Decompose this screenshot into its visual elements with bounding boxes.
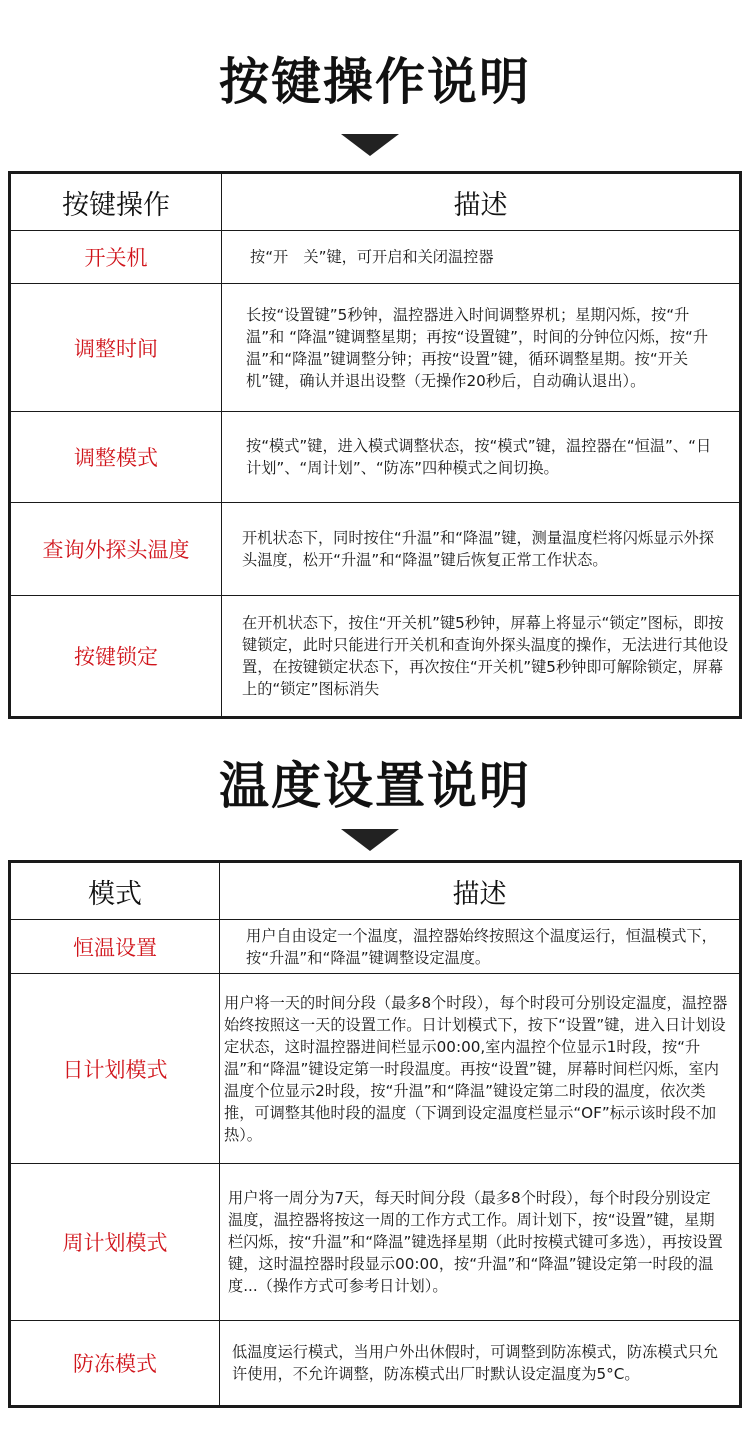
key-operations-table <box>8 171 742 719</box>
header-col-description: 描述 <box>222 173 741 231</box>
table-row <box>10 974 741 1164</box>
row-label-adjust-mode: 调整模式 <box>10 412 222 503</box>
row-label-adjust-time: 调整时间 <box>10 284 222 412</box>
row-desc-adjust-time: 长按“设置键”5秒钟，温控器进入时间调整界机；星期闪烁，按“升温”和 “降温”键调整星期；再按“设置键”，时间的分钟位闪烁，按“升温”和“降温”键调整分钟；再按“设置”键，循环调整星期。按“开关机”键，确认并退出设整（无操作20秒后，自动确认退出）。 <box>246 305 709 390</box>
header-col-description: 描述 <box>220 862 741 920</box>
row-desc-daily-plan: 用户将一天的时间分段（最多8个时段），每个时段可分别设定温度，温控器始终按照这一天的设置工作。日计划模式下，按下“设置”键，进入日计划设定状态，这时温控器进间栏显示00:00,室内温控个位显示1时段，按“升温”和“降温”键设定第一时段温度。再按“设置”键，屏幕时间栏闪烁，室内温度个位显示2时段，按“升温”和“降温”键设定第二时段的温度，依次类推，可调整其他时段的温度（下调到设定温度栏显示“OF”标示该时段不加热）。 <box>224 993 728 1144</box>
table-row <box>10 231 741 284</box>
table-header-row <box>10 862 741 920</box>
row-desc-weekly-plan: 用户将一周分为7天，每天时间分段（最多8个时段），每个时段分别设定温度，温控器将按这一周的工作方式工作。周计划下，按“设置”键，星期栏闪烁，按“升温”和“降温”键选择星期（此时按模式键可多选），再按设置键，这时温控器时段显示00:00，按“升温”和“降温”键设定第一时段的温度...（操作方式可参考日计划）。 <box>228 1189 723 1295</box>
temperature-settings-table <box>8 860 742 1408</box>
row-label-constant-temp: 恒温设置 <box>10 920 220 974</box>
table-row <box>10 1321 741 1407</box>
row-desc-adjust-mode: 按“模式”键，进入模式调整状态，按“模式”键，温控器在“恒温”、“日计划”、“周计划”、“防冻”四种模式之间切换。 <box>246 437 712 477</box>
section-title-temperature-settings: 温度设置说明 <box>219 757 531 815</box>
row-desc-antifreeze: 低温度运行模式，当用户外出休假时，可调整到防冻模式，防冻模式只允许使用，不允许调整，防冻模式出厂时默认设定温度为5°C。 <box>232 1343 718 1383</box>
down-arrow-icon <box>341 134 399 156</box>
table-row <box>10 596 741 718</box>
table-row <box>10 920 741 974</box>
row-desc-power: 按“开 关”键，可开启和关闭温控器 <box>250 248 494 266</box>
header-col-mode: 模式 <box>10 862 220 920</box>
row-label-power: 开关机 <box>10 231 222 284</box>
row-label-daily-plan: 日计划模式 <box>10 974 220 1164</box>
table-row <box>10 284 741 412</box>
table-row <box>10 503 741 596</box>
row-label-query-probe: 查询外探头温度 <box>10 503 222 596</box>
table-row <box>10 1164 741 1321</box>
row-desc-query-probe: 开机状态下，同时按住“升温”和“降温”键，测量温度栏将闪烁显示外探头温度，松开“升温”和“降温”键后恢复正常工作状态。 <box>242 529 714 569</box>
table-header-row <box>10 173 741 231</box>
table-row <box>10 412 741 503</box>
row-label-weekly-plan: 周计划模式 <box>10 1164 220 1321</box>
down-arrow-icon <box>341 829 399 851</box>
row-desc-key-lock: 在开机状态下，按住“开关机”键5秒钟，屏幕上将显示“锁定”图标，即按键锁定，此时只能进行开关机和查询外探头温度的操作，无法进行其他设置，在按键锁定状态下，再次按住“开关机”键5秒钟即可解除锁定，屏幕上的“锁定”图标消失 <box>242 614 728 698</box>
section-title-key-operations: 按键操作说明 <box>219 53 531 111</box>
row-label-key-lock: 按键锁定 <box>10 596 222 718</box>
row-desc-constant-temp: 用户自由设定一个温度，温控器始终按照这个温度运行，恒温模式下，按“升温”和“降温”键调整设定温度。 <box>246 926 717 967</box>
header-col-key-operation: 按键操作 <box>10 173 222 231</box>
row-label-antifreeze: 防冻模式 <box>10 1321 220 1407</box>
